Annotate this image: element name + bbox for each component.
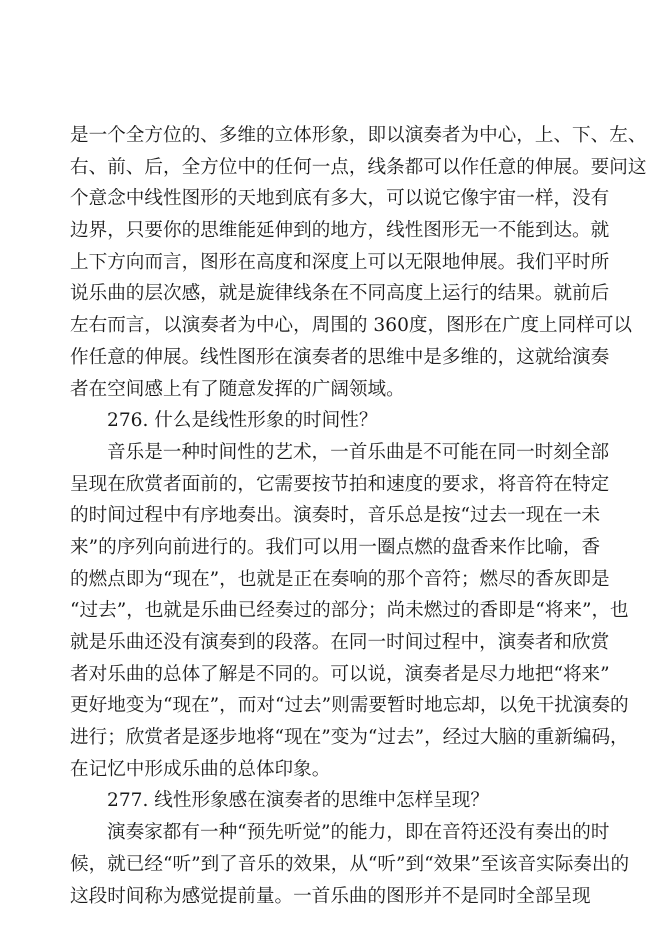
section-heading-276: [70, 405, 570, 437]
text-line: 的燃点即为“现在”，也就是正在奏响的那个音符；燃尽的香灰即是: [70, 568, 610, 590]
text-line: 作任意的伸展。线性图形在演奏者的思维中是多维的，这就给演奏: [70, 346, 610, 368]
text-line: 是一个全方位的、多维的立体形象，即以演奏者为中心，上、下、左、: [70, 125, 647, 146]
text-line: 上下方向而言，图形在高度和深度上可以无限地伸展。我们平时所: [70, 251, 610, 273]
text-line: “过去”，也就是乐曲已经奏过的部分；尚未燃过的香即是“将来”，也: [70, 600, 629, 622]
text-line: 个意念中线性图形的天地到底有多大，可以说它像宇宙一样，没有: [70, 188, 610, 210]
text-line: 呈现在欣赏者面前的，它需要按节拍和速度的要求，将音符在特定: [70, 473, 610, 495]
heading-text: 277. 线性形象感在演奏者的思维中怎样呈现？: [107, 790, 489, 812]
section-heading-277: [70, 785, 570, 817]
text-line: 左右而言，以演奏者为中心，周围的 360度，图形在广度上同样可以: [70, 315, 633, 337]
text-line: 就是乐曲还没有演奏到的段落。在同一时间过程中，演奏者和欣赏: [70, 632, 610, 653]
text-line: 说乐曲的层次感，就是旋律线条在不同高度上运行的结果。就前后: [70, 283, 610, 305]
text-line: 进行；欣赏者是逐步地将“现在”变为“过去”，经过大脑的重新编码，: [70, 727, 629, 749]
text-line: 边界，只要你的思维能延伸到的地方，线性图形无一不能到达。就: [70, 220, 610, 242]
text-line: 者在空间感上有了随意发挥的广阔领域。: [70, 378, 405, 400]
heading-text: 276. 什么是线性形象的时间性？: [107, 410, 378, 432]
text-line: 演奏家都有一种“预先听觉”的能力，即在音符还没有奏出的时: [107, 822, 610, 844]
text-line: 者对乐曲的总体了解是不同的。可以说，演奏者是尽力地把“将来”: [70, 663, 610, 685]
paragraph-time-nature: [70, 437, 629, 786]
text-line: 音乐是一种时间性的艺术，一首乐曲是不可能在同一时刻全部: [107, 441, 610, 463]
text-line: 更好地变为“现在”，而对“过去”则需要暂时地忘却，以免干扰演奏的: [70, 695, 629, 717]
text-line: 在记忆中形成乐曲的总体印象。: [70, 758, 331, 780]
paragraph-continuation: [70, 120, 647, 405]
paragraph-pre-hearing: [70, 817, 630, 912]
text-line: 来”的序列向前进行的。我们可以用一圈点燃的盘香来作比喻，香: [70, 536, 601, 558]
text-line: 的时间过程中有序地奏出。演奏时，音乐总是按“过去一现在一未: [70, 505, 601, 527]
document-page: [70, 120, 647, 912]
text-line: 候，就已经“听”到了音乐的效果，从“听”到“效果”至该音实际奏出的: [70, 853, 630, 875]
text-line: 右、前、后，全方位中的任何一点，线条都可以作任意的伸展。要问这: [70, 156, 647, 178]
text-line: 这段时间称为感觉提前量。一首乐曲的图形并不是同时全部呈现: [70, 885, 591, 907]
